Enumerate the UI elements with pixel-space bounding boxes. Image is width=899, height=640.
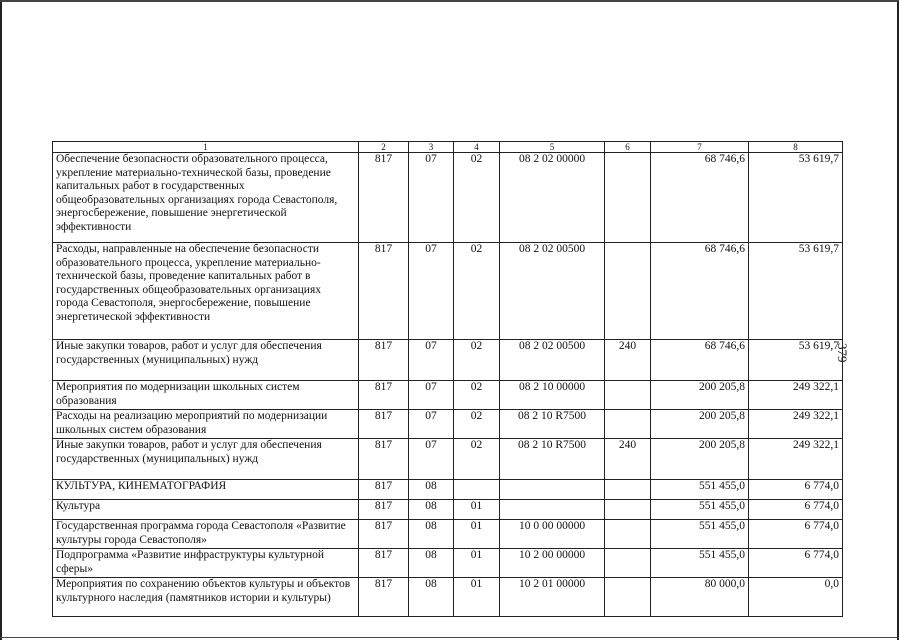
row-section-cell: 08	[409, 578, 454, 617]
row-subsection-cell: 01	[454, 500, 500, 520]
row-section-cell: 08	[409, 480, 454, 500]
row-name-cell: Культура	[53, 500, 359, 520]
row-amount-2-cell: 249 322,1	[749, 381, 843, 410]
row-section-cell: 07	[409, 410, 454, 439]
row-target-article-cell: 08 2 02 00500	[500, 243, 605, 340]
table-row	[53, 410, 843, 439]
table-row	[53, 480, 843, 500]
row-subsection-cell	[454, 480, 500, 500]
row-amount-2-cell: 53 619,7	[749, 340, 843, 381]
row-name-cell: Мероприятия по сохранению объектов культуры и объектов культурного наследия (памятников истории и культуры)	[53, 578, 359, 617]
row-ministry-cell: 817	[359, 243, 409, 340]
table-row	[53, 549, 843, 578]
row-subsection-cell: 02	[454, 340, 500, 381]
scan-edge-left	[0, 0, 2, 640]
header-col-3: 3	[409, 142, 454, 153]
row-amount-2-cell: 6 774,0	[749, 500, 843, 520]
table-body	[53, 153, 843, 617]
row-subsection-cell: 02	[454, 410, 500, 439]
row-expense-type-cell	[605, 153, 651, 243]
row-target-article-cell: 10 0 00 00000	[500, 520, 605, 549]
row-expense-type-cell	[605, 381, 651, 410]
row-amount-2-cell: 6 774,0	[749, 549, 843, 578]
row-section-cell: 07	[409, 243, 454, 340]
row-expense-type-cell	[605, 549, 651, 578]
row-amount-1-cell: 200 205,8	[651, 439, 749, 480]
row-amount-2-cell: 6 774,0	[749, 480, 843, 500]
row-ministry-cell: 817	[359, 480, 409, 500]
row-name-cell: Расходы, направленные на обеспечение безопасности образовательного процесса, укрепление материально-технической базы, проведение капитальных работ в государственных общеобразовательных организациях города Севастополя, энергосбережение, повышение энергетической эффективности	[53, 243, 359, 340]
row-target-article-cell: 08 2 10 R7500	[500, 410, 605, 439]
row-ministry-cell: 817	[359, 153, 409, 243]
row-name-cell: Иные закупки товаров, работ и услуг для обеспечения государственных (муниципальных) нужд	[53, 340, 359, 381]
table-row	[53, 439, 843, 480]
row-expense-type-cell	[605, 500, 651, 520]
row-ministry-cell: 817	[359, 500, 409, 520]
header-col-8: 8	[749, 142, 843, 153]
row-subsection-cell: 02	[454, 243, 500, 340]
row-ministry-cell: 817	[359, 520, 409, 549]
row-name-cell: Мероприятия по модернизации школьных систем образования	[53, 381, 359, 410]
row-section-cell: 08	[409, 500, 454, 520]
row-target-article-cell	[500, 480, 605, 500]
header-col-4: 4	[454, 142, 500, 153]
scan-edge-top	[0, 0, 899, 2]
row-name-cell: Государственная программа города Севастополя «Развитие культуры города Севастополя»	[53, 520, 359, 549]
row-target-article-cell	[500, 500, 605, 520]
header-col-5: 5	[500, 142, 605, 153]
row-target-article-cell: 10 2 00 00000	[500, 549, 605, 578]
row-target-article-cell: 08 2 10 R7500	[500, 439, 605, 480]
row-target-article-cell: 10 2 01 00000	[500, 578, 605, 617]
table-row	[53, 500, 843, 520]
row-amount-1-cell: 68 746,6	[651, 243, 749, 340]
row-target-article-cell: 08 2 02 00500	[500, 340, 605, 381]
row-expense-type-cell	[605, 480, 651, 500]
row-section-cell: 07	[409, 381, 454, 410]
row-subsection-cell: 02	[454, 381, 500, 410]
row-amount-1-cell: 200 205,8	[651, 410, 749, 439]
row-section-cell: 08	[409, 549, 454, 578]
table-header-row	[53, 142, 843, 153]
row-name-cell: Расходы на реализацию мероприятий по модернизации школьных систем образования	[53, 410, 359, 439]
header-col-6: 6	[605, 142, 651, 153]
row-ministry-cell: 817	[359, 439, 409, 480]
row-section-cell: 07	[409, 340, 454, 381]
row-subsection-cell: 01	[454, 520, 500, 549]
row-amount-2-cell: 6 774,0	[749, 520, 843, 549]
row-subsection-cell: 01	[454, 549, 500, 578]
row-subsection-cell: 02	[454, 153, 500, 243]
row-section-cell: 07	[409, 153, 454, 243]
row-target-article-cell: 08 2 10 00000	[500, 381, 605, 410]
row-amount-2-cell: 53 619,7	[749, 153, 843, 243]
row-subsection-cell: 02	[454, 439, 500, 480]
row-amount-1-cell: 68 746,6	[651, 340, 749, 381]
table-row	[53, 243, 843, 340]
row-expense-type-cell: 240	[605, 439, 651, 480]
header-col-7: 7	[651, 142, 749, 153]
header-col-2: 2	[359, 142, 409, 153]
row-subsection-cell: 01	[454, 578, 500, 617]
row-amount-1-cell: 200 205,8	[651, 381, 749, 410]
row-amount-1-cell: 551 455,0	[651, 500, 749, 520]
row-amount-1-cell: 551 455,0	[651, 549, 749, 578]
row-section-cell: 08	[409, 520, 454, 549]
row-name-cell: КУЛЬТУРА, КИНЕМАТОГРАФИЯ	[53, 480, 359, 500]
page-number: 379	[835, 343, 850, 363]
header-col-1: 1	[53, 142, 359, 153]
row-expense-type-cell: 240	[605, 340, 651, 381]
row-expense-type-cell	[605, 243, 651, 340]
row-amount-1-cell: 68 746,6	[651, 153, 749, 243]
row-ministry-cell: 817	[359, 340, 409, 381]
table-row	[53, 340, 843, 381]
row-name-cell: Иные закупки товаров, работ и услуг для обеспечения государственных (муниципальных) нужд	[53, 439, 359, 480]
table-row	[53, 578, 843, 617]
row-expense-type-cell	[605, 520, 651, 549]
table-row	[53, 520, 843, 549]
scan-edge-bottom	[0, 637, 899, 638]
budget-table	[52, 141, 843, 617]
row-amount-1-cell: 551 455,0	[651, 520, 749, 549]
row-expense-type-cell	[605, 410, 651, 439]
row-section-cell: 07	[409, 439, 454, 480]
row-target-article-cell: 08 2 02 00000	[500, 153, 605, 243]
row-ministry-cell: 817	[359, 410, 409, 439]
row-amount-2-cell: 249 322,1	[749, 439, 843, 480]
row-ministry-cell: 817	[359, 549, 409, 578]
table-row	[53, 381, 843, 410]
row-amount-2-cell: 53 619,7	[749, 243, 843, 340]
row-amount-1-cell: 80 000,0	[651, 578, 749, 617]
row-amount-2-cell: 249 322,1	[749, 410, 843, 439]
row-expense-type-cell	[605, 578, 651, 617]
row-amount-2-cell: 0,0	[749, 578, 843, 617]
row-name-cell: Обеспечение безопасности образовательного процесса, укрепление материально-технической базы, проведение капитальных работ в государственных общеобразовательных организациях города Севастополя, энергосбережение, повышение энергетической эффективности	[53, 153, 359, 243]
row-ministry-cell: 817	[359, 578, 409, 617]
row-amount-1-cell: 551 455,0	[651, 480, 749, 500]
row-ministry-cell: 817	[359, 381, 409, 410]
row-name-cell: Подпрограмма «Развитие инфраструктуры культурной сферы»	[53, 549, 359, 578]
table-row	[53, 153, 843, 243]
